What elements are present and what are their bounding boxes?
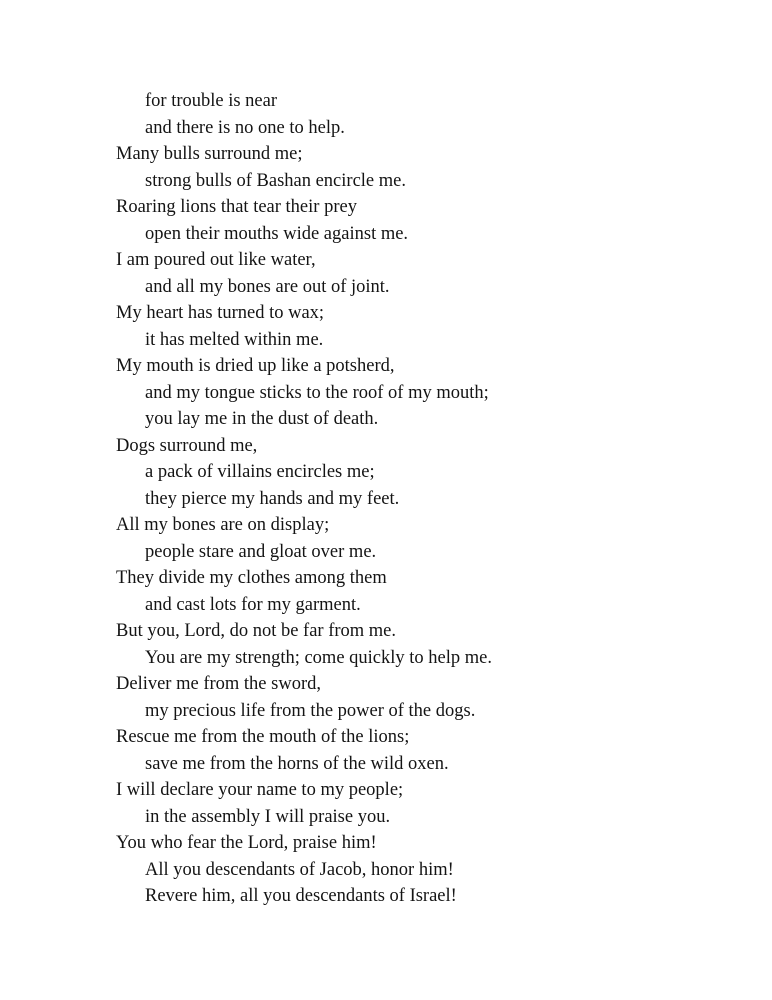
poem-line-indented: a pack of villains encircles me; — [145, 462, 375, 482]
poem-line: All my bones are on display; — [116, 515, 330, 535]
poem-line: They divide my clothes among them — [116, 568, 387, 588]
poem-line-indented: You are my strength; come quickly to help me. — [145, 647, 492, 668]
poem-line-indented: strong bulls of Bashan encircle me. — [145, 170, 406, 191]
poem-text-block — [116, 88, 736, 910]
poem-line-indented: my precious life from the power of the dogs. — [145, 700, 476, 721]
poem-line-indented: it has melted within me. — [145, 329, 324, 350]
poem-line-indented: for trouble is near — [145, 91, 278, 111]
poem-line-indented: and my tongue sticks to the roof of my mouth; — [145, 382, 489, 403]
poem-line-indented: and all my bones are out of joint. — [145, 276, 390, 297]
poem-line-indented: save me from the horns of the wild oxen. — [145, 753, 449, 774]
poem-line-indented: people stare and gloat over me. — [145, 541, 377, 562]
poem-line-indented: and there is no one to help. — [145, 117, 345, 138]
poem-line: My mouth is dried up like a potsherd, — [116, 356, 395, 376]
poem-line-indented: open their mouths wide against me. — [145, 223, 409, 244]
poem-line-indented: and cast lots for my garment. — [145, 594, 361, 615]
poem-line: But you, Lord, do not be far from me. — [116, 621, 397, 641]
poem-line: I am poured out like water, — [116, 250, 316, 270]
poem-line: Rescue me from the mouth of the lions; — [116, 727, 410, 747]
poem-line-indented: All you descendants of Jacob, honor him! — [145, 859, 454, 880]
poem-line: You who fear the Lord, praise him! — [116, 833, 377, 853]
poem-line: My heart has turned to wax; — [116, 303, 325, 323]
poem-line: Many bulls surround me; — [116, 144, 303, 164]
poem-line: Roaring lions that tear their prey — [116, 197, 357, 217]
poem-line-indented: you lay me in the dust of death. — [145, 409, 379, 429]
poem-line-indented: Revere him, all you descendants of Israel! — [145, 886, 457, 906]
poem-line: Dogs surround me, — [116, 435, 258, 456]
poem-line-indented: they pierce my hands and my feet. — [145, 488, 400, 509]
poem-line: Deliver me from the sword, — [116, 674, 321, 694]
poem-line-indented: in the assembly I will praise you. — [145, 806, 391, 827]
poem-line: I will declare your name to my people; — [116, 780, 404, 800]
